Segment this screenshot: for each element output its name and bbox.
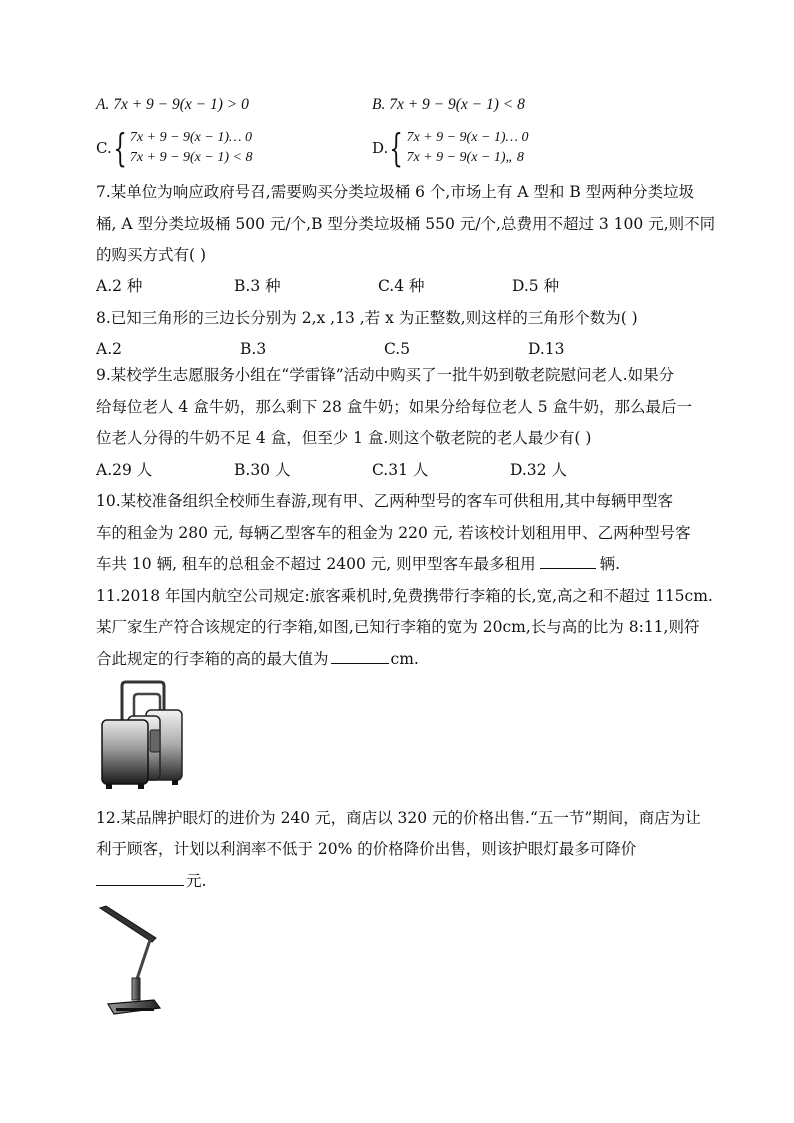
q8-line1: 8.已知三角形的三边长分别为 2,x ,13 ,若 x 为正整数,则这样的三角形个数为( ) (96, 309, 638, 327)
q7-line3: 的购买方式有( ) (96, 246, 207, 264)
q6-option-c-line1: 7x + 9 − 9(x − 1)… 0 (129, 130, 252, 145)
q6-option-d-system (406, 128, 528, 168)
brace-icon: { (389, 126, 404, 170)
q7-option-c: C.4 种 (378, 277, 425, 295)
q6-option-b: B. 7x + 9 − 9(x − 1) < 8 (372, 96, 525, 113)
brace-icon: { (113, 126, 127, 170)
q8-option-a: A.2 (96, 340, 122, 358)
q11-line1: 11.2018 年国内航空公司规定:旅客乘机时,免费携带行李箱的长,宽,高之和不超过 115cm. (96, 587, 713, 605)
q6-option-d-line1: 7x + 9 − 9(x − 1)… 0 (406, 130, 529, 145)
q7-option-d: D.5 种 (512, 277, 560, 295)
q10-line2: 车的租金为 280 元, 每辆乙型客车的租金为 220 元, 若该校计划租用甲、乙两种型号客 (96, 524, 691, 542)
q10-line3-tail: 辆. (599, 555, 621, 573)
q9-line2: 给每位老人 4 盒牛奶，那么剩下 28 盒牛奶；如果分给每位老人 5 盒牛奶，那么最后一 (96, 398, 693, 416)
q7-option-a: A.2 种 (96, 277, 143, 295)
q9-option-a: A.29 人 (96, 461, 153, 479)
q12-line3-tail: 元. (186, 872, 207, 890)
q6-option-d-label: D. (372, 139, 389, 157)
luggage-figure (100, 680, 186, 790)
q6-option-c-label: C. (96, 139, 112, 157)
q9-option-d: D.32 人 (510, 461, 567, 479)
q9-line1: 9.某校学生志愿服务小组在“学雷锋”活动中购买了一批牛奶到敬老院慰问老人.如果分 (96, 366, 675, 384)
q11-line3-text: 合此规定的行李箱的高的最大值为 (96, 650, 329, 668)
q6-option-d-line2: 7x + 9 − 9(x − 1)„ 8 (406, 150, 524, 165)
q10-line3-text: 车共 10 辆, 租车的总租金不超过 2400 元, 则甲型客车最多租用 (96, 555, 536, 573)
q7-line2: 桶, A 型分类垃圾桶 500 元/个,B 型分类垃圾桶 550 元/个,总费用不超过 3 100 元,则不同 (96, 215, 716, 233)
q9-option-c: C.31 人 (372, 461, 429, 479)
answer-blank[interactable] (540, 554, 596, 569)
q6-option-c (96, 128, 252, 168)
q9-option-b: B.30 人 (234, 461, 291, 479)
answer-blank[interactable] (96, 871, 184, 886)
q8-option-b: B.3 (240, 340, 267, 358)
q9-line3: 位老人分得的牛奶不足 4 盒，但至少 1 盒.则这个敬老院的老人最少有( ) (96, 429, 592, 447)
q6-option-d (372, 128, 529, 168)
desk-lamp-figure (98, 904, 164, 1016)
q7-line1: 7.某单位为响应政府号召,需要购买分类垃圾桶 6 个,市场上有 A 型和 B 型两种分类垃圾 (96, 183, 695, 201)
q10-line1: 10.某校准备组织全校师生春游,现有甲、乙两种型号的客车可供租用,其中每辆甲型客 (96, 492, 674, 510)
q8-option-d: D.13 (528, 340, 565, 358)
q6-option-a: A. 7x + 9 − 9(x − 1) > 0 (96, 96, 249, 113)
q12-line1: 12.某品牌护眼灯的进价为 240 元，商店以 320 元的价格出售.“五一节”期间，商店为让 (96, 809, 701, 827)
q12-line2: 利于顾客，计划以利润率不低于 20% 的价格降价出售，则该护眼灯最多可降价 (96, 840, 637, 858)
q11-line3-tail: cm. (390, 650, 419, 668)
q7-option-b: B.3 种 (234, 277, 281, 295)
q6-option-c-system (130, 128, 253, 168)
q8-option-c: C.5 (384, 340, 411, 358)
q11-line3 (96, 648, 419, 670)
q12-line3 (96, 870, 206, 892)
q6-option-c-line2: 7x + 9 − 9(x − 1) < 8 (129, 150, 253, 165)
q10-line3 (96, 553, 620, 575)
answer-blank[interactable] (331, 649, 389, 664)
q11-line2: 某厂家生产符合该规定的行李箱,如图,已知行李箱的宽为 20cm,长与高的比为 8:11,则符 (96, 618, 700, 636)
